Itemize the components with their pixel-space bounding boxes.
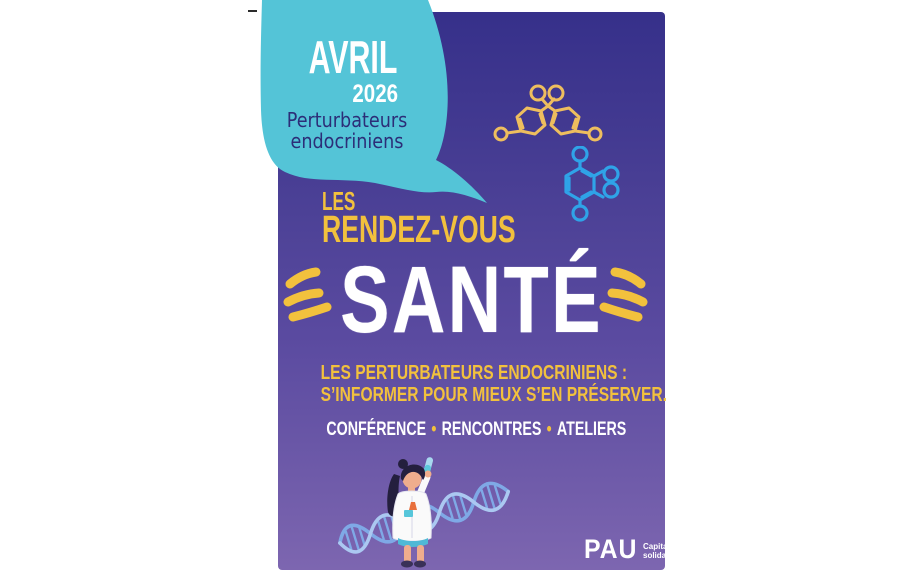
event-item-ateliers: ATELIERS xyxy=(556,419,627,440)
pau-logo-tagline xyxy=(643,543,676,560)
scientist-with-dna-illustration xyxy=(328,452,523,572)
event-item-conference: CONFÉRENCE xyxy=(326,419,427,440)
tagline-line2: solidaire xyxy=(643,550,676,560)
title-main: RENDEZ-VOUS xyxy=(322,209,516,251)
scientist-figure xyxy=(387,457,433,568)
subtitle-line2: S’INFORMER POUR MIEUX S’EN PRÉSERVER. xyxy=(320,384,668,406)
month-label: AVRIL xyxy=(308,31,398,83)
title-pre: LES xyxy=(322,186,356,216)
emphasis-strokes-right-icon xyxy=(596,266,648,322)
bisphenol-molecule-icon xyxy=(486,80,612,148)
bullet-separator: • xyxy=(431,419,437,440)
topic-line1: Perturbateurs xyxy=(286,108,408,132)
event-item-rencontres: RENCONTRES xyxy=(441,419,542,440)
title-big: SANTÉ xyxy=(340,247,603,353)
pau-logo: PAU xyxy=(584,534,638,564)
quinone-molecule-icon xyxy=(556,146,634,230)
year-label: 2026 xyxy=(352,80,398,108)
bullet-separator: • xyxy=(546,419,552,440)
subtitle-line1: LES PERTURBATEURS ENDOCRINIENS : xyxy=(320,362,628,384)
bubble-topic xyxy=(273,110,421,152)
topic-line2: endocriniens xyxy=(290,129,404,153)
tagline-line1: Capitale xyxy=(643,542,675,551)
events-line xyxy=(326,419,627,440)
emphasis-strokes-left-icon xyxy=(283,266,335,322)
